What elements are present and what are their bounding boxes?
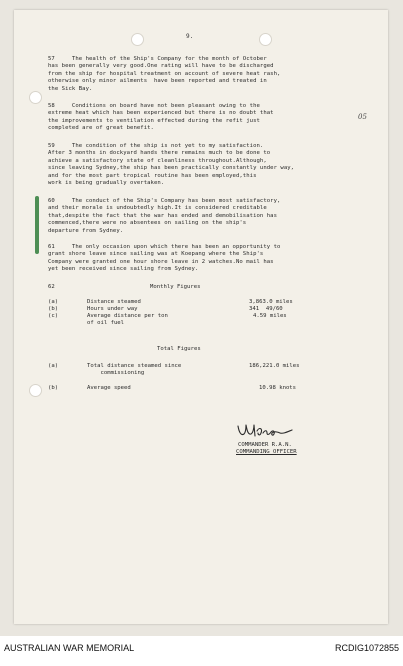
row-letter: (a): [48, 363, 59, 369]
row-value: 186,221.0 miles: [249, 363, 300, 369]
punch-hole: [259, 33, 272, 46]
row-letter: (b): [48, 385, 59, 391]
row-label: Average speed: [87, 385, 131, 391]
handwritten-signature: [236, 422, 296, 440]
signature-block: [236, 422, 297, 455]
row-letter: (b): [48, 306, 59, 312]
monthly-figures-heading: Monthly Figures: [150, 284, 201, 290]
signature-position: COMMANDING OFFICER: [236, 449, 297, 455]
paragraph-61: 61 The only occasion upon which there has been an opportunity to grant shore leave since sailing was at Koepang where the Ship's Company were granted one hour shore leave in 2 watches.No mail has yet been received since sailing from Sydney.: [48, 244, 281, 273]
row-letter: (a): [48, 299, 59, 305]
paragraph-57: 57 The health of the Ship's Company for the month of October has been generally very good.One rating will have to be discharged from the ship for hospital treatment on account of severe heat rash, otherwise only minor ailments have been reported and treated in the Sick Bay.: [48, 56, 281, 92]
row-value: 341 49/60: [249, 306, 283, 312]
total-figures-heading: Total Figures: [157, 346, 201, 352]
punch-hole: [29, 384, 42, 397]
row-value: 10.98 knots: [259, 385, 297, 391]
punch-hole: [29, 91, 42, 104]
row-label: Average distance per ton of oil fuel: [87, 313, 168, 327]
paragraph-60: 60 The conduct of the Ship's Company has been most satisfactory, and their morale is undoubtedly high.It is considered creditable that,despite the fact that the war has ended and demobilisation has commenced,there were no absentees on sailing on the ship's departure from Sydney.: [48, 198, 281, 234]
row-label: Hours under way: [87, 306, 138, 312]
row-value: 4.59 miles: [253, 313, 287, 319]
margin-annotation: 05: [358, 113, 367, 121]
page-number: 9.: [186, 33, 194, 40]
archive-credit: AUSTRALIAN WAR MEMORIAL: [4, 643, 135, 653]
paragraph-59: 59 The condition of the ship is not yet to my satisfaction. After 3 months in dockyard hands there remains much to be done to achieve a satisfactory state of cleanliness throughout.Although, since leaving Sydney,the ship has been practically constantly under way, and for the most part tropical routine has been employed,this work is being gradually overtaken.: [48, 143, 295, 187]
green-ink-mark: [35, 196, 39, 254]
row-label: Total distance steamed since commissioning: [87, 363, 182, 377]
signature-rank: COMMANDER R.A.N.: [238, 442, 292, 448]
row-label: Distance steamed: [87, 299, 141, 305]
row-value: 3,863.0 miles: [249, 299, 293, 305]
paragraph-58: 58 Conditions on board have not been pleasant owing to the extreme heat which has been experienced but there is no doubt that the improvements to ventilation effected during the refit just completed are of great benefit.: [48, 103, 274, 132]
row-letter: (c): [48, 313, 59, 319]
section-number: 62: [48, 284, 55, 290]
archive-reference: RCDIG1072855: [334, 643, 399, 653]
punch-hole: [131, 33, 144, 46]
